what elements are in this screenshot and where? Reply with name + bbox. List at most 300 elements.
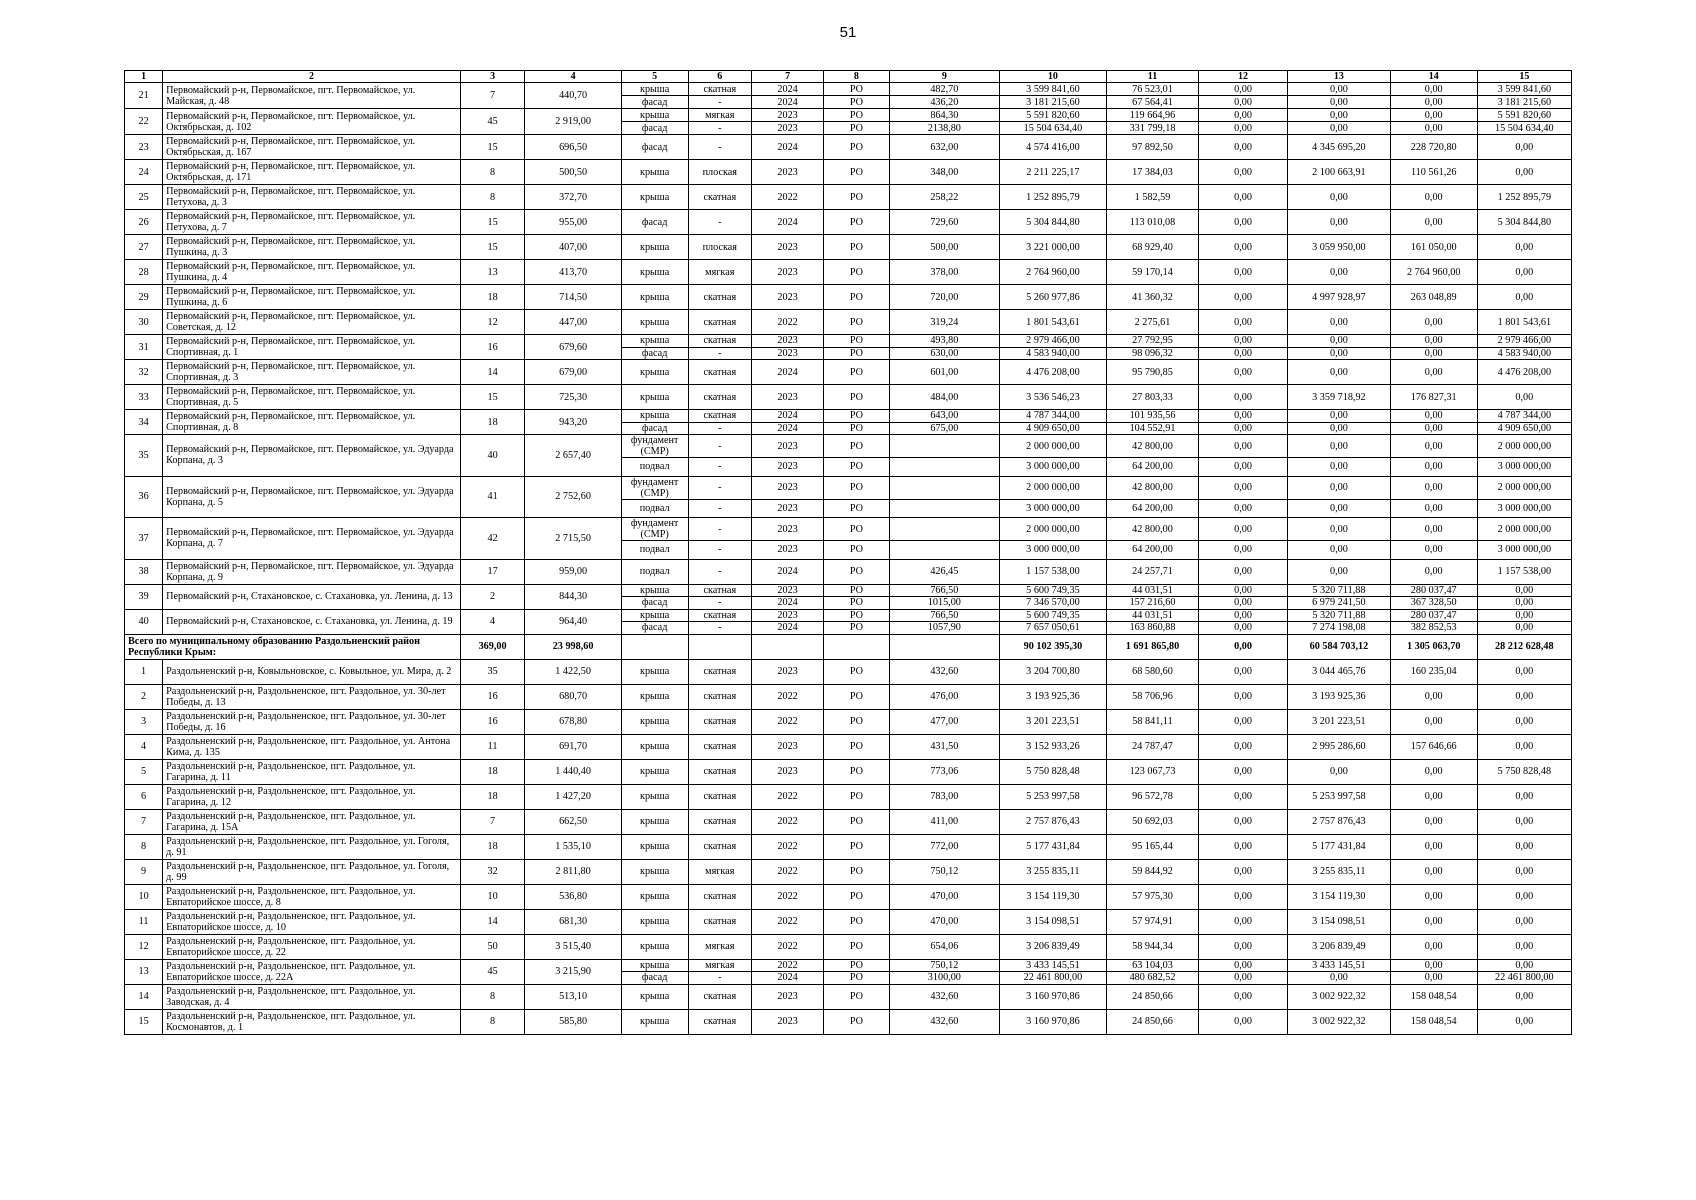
year-cell: 2023	[752, 235, 824, 260]
federal-cell: 0,00	[1199, 884, 1288, 909]
house-area-cell: 407,00	[525, 235, 621, 260]
area-cell: 720,00	[889, 285, 999, 310]
source-cell: РО	[824, 422, 890, 435]
table-row	[125, 135, 1572, 160]
year-cell: 2023	[752, 347, 824, 360]
area-cell: 766,50	[889, 609, 999, 622]
federal-cell: 0,00	[1199, 83, 1288, 96]
republic-cell: 3 201 223,51	[1288, 709, 1391, 734]
column-header: 13	[1288, 71, 1391, 83]
local-cell: 0,00	[1390, 499, 1477, 518]
sk-cost-cell: 157 216,60	[1106, 597, 1198, 610]
type-cell: мягкая	[688, 959, 752, 972]
element-cell: фасад	[621, 96, 688, 109]
type-cell: скатная	[688, 684, 752, 709]
sk-cost-cell: 1 582,59	[1106, 185, 1198, 210]
owners-cell: 28 212 628,48	[1477, 634, 1571, 659]
element-cell: фасад	[621, 347, 688, 360]
row-number: 2	[125, 684, 163, 709]
element-cell: крыша	[621, 834, 688, 859]
sk-cost-cell: 50 692,03	[1106, 809, 1198, 834]
floors-cell: 15	[460, 135, 525, 160]
federal-cell: 0,00	[1199, 972, 1288, 985]
type-cell: скатная	[688, 734, 752, 759]
area-cell: 432,60	[889, 984, 999, 1009]
floors-cell: 13	[460, 260, 525, 285]
sk-cost-cell: 24 850,66	[1106, 1009, 1198, 1034]
republic-cell: 0,00	[1288, 122, 1391, 135]
source-cell: РО	[824, 458, 890, 477]
column-header: 9	[889, 71, 999, 83]
floors-cell: 8	[460, 185, 525, 210]
federal-cell: 0,00	[1199, 499, 1288, 518]
owners-cell: 3 000 000,00	[1477, 499, 1571, 518]
federal-cell: 0,00	[1199, 235, 1288, 260]
year-cell: 2022	[752, 684, 824, 709]
type-cell: скатная	[688, 584, 752, 597]
local-cell: 0,00	[1390, 959, 1477, 972]
area-cell: 766,50	[889, 584, 999, 597]
floors-cell: 14	[460, 909, 525, 934]
table-row	[125, 83, 1572, 96]
republic-cell: 0,00	[1288, 518, 1391, 541]
owners-cell: 0,00	[1477, 859, 1571, 884]
sk-cost-cell: 63 104,03	[1106, 959, 1198, 972]
table-row	[125, 884, 1572, 909]
republic-cell: 0,00	[1288, 541, 1391, 560]
sk-cost-cell: 96 572,78	[1106, 784, 1198, 809]
year-cell: 2024	[752, 422, 824, 435]
republic-cell: 0,00	[1288, 310, 1391, 335]
type-cell: -	[688, 435, 752, 458]
column-number-header	[125, 71, 1572, 83]
source-cell: РО	[824, 109, 890, 122]
area-cell: 643,00	[889, 410, 999, 423]
total-cost-cell: 3 160 970,86	[999, 984, 1106, 1009]
type-cell: скатная	[688, 809, 752, 834]
floors-cell: 40	[460, 435, 525, 477]
area-cell: 470,00	[889, 884, 999, 909]
floors-cell: 12	[460, 310, 525, 335]
sk-cost-cell: 68 929,40	[1106, 235, 1198, 260]
republic-cell: 0,00	[1288, 458, 1391, 477]
total-cost-cell: 5 591 820,60	[999, 109, 1106, 122]
element-cell: фундамент (СМР)	[621, 435, 688, 458]
federal-cell: 0,00	[1199, 734, 1288, 759]
element-cell: крыша	[621, 185, 688, 210]
floors-cell: 16	[460, 709, 525, 734]
area-cell: 783,00	[889, 784, 999, 809]
floors-cell: 369,00	[460, 634, 525, 659]
element-cell: крыша	[621, 310, 688, 335]
type-cell: скатная	[688, 834, 752, 859]
total-cost-cell: 5 253 997,58	[999, 784, 1106, 809]
owners-cell: 1 157 538,00	[1477, 559, 1571, 584]
republic-cell: 4 345 695,20	[1288, 135, 1391, 160]
source-cell: РО	[824, 559, 890, 584]
year-cell: 2023	[752, 476, 824, 499]
source-cell: РО	[824, 410, 890, 423]
federal-cell: 0,00	[1199, 518, 1288, 541]
federal-cell: 0,00	[1199, 422, 1288, 435]
sk-cost-cell: 480 682,52	[1106, 972, 1198, 985]
column-header: 1	[125, 71, 163, 83]
house-area-cell: 679,60	[525, 335, 621, 360]
owners-cell: 0,00	[1477, 385, 1571, 410]
republic-cell: 3 059 950,00	[1288, 235, 1391, 260]
house-area-cell: 413,70	[525, 260, 621, 285]
total-cost-cell: 4 476 208,00	[999, 360, 1106, 385]
total-cost-cell: 3 201 223,51	[999, 709, 1106, 734]
sk-cost-cell: 27 792,95	[1106, 335, 1198, 348]
sk-cost-cell: 97 892,50	[1106, 135, 1198, 160]
federal-cell: 0,00	[1199, 984, 1288, 1009]
total-cost-cell: 3 000 000,00	[999, 541, 1106, 560]
column-header: 6	[688, 71, 752, 83]
local-cell: 0,00	[1390, 360, 1477, 385]
row-number: 5	[125, 759, 163, 784]
type-cell: -	[688, 347, 752, 360]
republic-cell: 0,00	[1288, 499, 1391, 518]
table-row	[125, 684, 1572, 709]
federal-cell: 0,00	[1199, 709, 1288, 734]
federal-cell: 0,00	[1199, 260, 1288, 285]
address-cell: Раздольненский р-н, Раздольненское, пгт. Раздольное, ул. Евпаторийское шоссе, д. 10	[163, 909, 461, 934]
source-cell: РО	[824, 435, 890, 458]
year-cell: 2022	[752, 185, 824, 210]
house-area-cell: 440,70	[525, 83, 621, 109]
address-cell: Первомайский р-н, Первомайское, пгт. Первомайское, ул. Эдуарда Корпана, д. 7	[163, 518, 461, 560]
source-cell: РО	[824, 622, 890, 635]
owners-cell: 0,00	[1477, 909, 1571, 934]
sk-cost-cell: 59 844,92	[1106, 859, 1198, 884]
local-cell: 161 050,00	[1390, 235, 1477, 260]
sk-cost-cell: 101 935,56	[1106, 410, 1198, 423]
house-area-cell: 2 919,00	[525, 109, 621, 135]
address-cell: Первомайский р-н, Первомайское, пгт. Первомайское, ул. Октябрьская, д. 167	[163, 135, 461, 160]
total-cost-cell: 1 252 895,79	[999, 185, 1106, 210]
local-cell: 367 328,50	[1390, 597, 1477, 610]
row-number: 7	[125, 809, 163, 834]
element-cell: крыша	[621, 260, 688, 285]
type-cell: скатная	[688, 884, 752, 909]
type-cell: скатная	[688, 185, 752, 210]
year-cell: 2024	[752, 96, 824, 109]
area-cell: 750,12	[889, 959, 999, 972]
local-cell: 0,00	[1390, 909, 1477, 934]
year-cell: 2024	[752, 360, 824, 385]
total-cost-cell: 22 461 800,00	[999, 972, 1106, 985]
owners-cell: 0,00	[1477, 784, 1571, 809]
area-cell: 632,00	[889, 135, 999, 160]
floors-cell: 8	[460, 984, 525, 1009]
owners-cell: 2 979 466,00	[1477, 335, 1571, 348]
year-cell: 2023	[752, 335, 824, 348]
floors-cell: 35	[460, 659, 525, 684]
area-cell	[889, 476, 999, 499]
year-cell: 2023	[752, 734, 824, 759]
sk-cost-cell: 42 800,00	[1106, 435, 1198, 458]
sk-cost-cell: 95 165,44	[1106, 834, 1198, 859]
total-cost-cell: 2 000 000,00	[999, 435, 1106, 458]
type-cell: скатная	[688, 609, 752, 622]
local-cell: 176 827,31	[1390, 385, 1477, 410]
house-area-cell: 714,50	[525, 285, 621, 310]
type-cell: мягкая	[688, 260, 752, 285]
owners-cell: 0,00	[1477, 834, 1571, 859]
sk-cost-cell: 95 790,85	[1106, 360, 1198, 385]
federal-cell: 0,00	[1199, 784, 1288, 809]
area-cell: 482,70	[889, 83, 999, 96]
house-area-cell: 372,70	[525, 185, 621, 210]
year-cell: 2023	[752, 1009, 824, 1034]
type-cell: -	[688, 122, 752, 135]
row-number: 32	[125, 360, 163, 385]
type-cell: скатная	[688, 984, 752, 1009]
sk-cost-cell: 17 384,03	[1106, 160, 1198, 185]
republic-cell: 60 584 703,12	[1288, 634, 1391, 659]
house-area-cell: 1 535,10	[525, 834, 621, 859]
row-number: 26	[125, 210, 163, 235]
area-cell: 258,22	[889, 185, 999, 210]
federal-cell: 0,00	[1199, 559, 1288, 584]
local-cell: 0,00	[1390, 541, 1477, 560]
source-cell: РО	[824, 1009, 890, 1034]
row-number: 28	[125, 260, 163, 285]
element-cell: крыша	[621, 759, 688, 784]
house-area-cell: 500,50	[525, 160, 621, 185]
floors-cell: 2	[460, 584, 525, 609]
row-number: 1	[125, 659, 163, 684]
sk-cost-cell: 104 552,91	[1106, 422, 1198, 435]
sk-cost-cell: 42 800,00	[1106, 476, 1198, 499]
element-cell: крыша	[621, 909, 688, 934]
floors-cell: 7	[460, 83, 525, 109]
republic-cell: 3 433 145,51	[1288, 959, 1391, 972]
owners-cell: 2 000 000,00	[1477, 518, 1571, 541]
element-cell: крыша	[621, 609, 688, 622]
house-area-cell: 679,00	[525, 360, 621, 385]
floors-cell: 32	[460, 859, 525, 884]
republic-cell: 3 154 098,51	[1288, 909, 1391, 934]
total-cost-cell: 2 757 876,43	[999, 809, 1106, 834]
area-cell: 484,00	[889, 385, 999, 410]
row-number: 4	[125, 734, 163, 759]
total-row	[125, 634, 1572, 659]
table-row	[125, 859, 1572, 884]
type-cell: скатная	[688, 83, 752, 96]
republic-cell: 0,00	[1288, 185, 1391, 210]
row-number: 35	[125, 435, 163, 477]
owners-cell: 0,00	[1477, 884, 1571, 909]
area-cell: 432,60	[889, 659, 999, 684]
year-cell: 2023	[752, 659, 824, 684]
area-cell: 432,60	[889, 1009, 999, 1034]
local-cell: 0,00	[1390, 109, 1477, 122]
table-row	[125, 109, 1572, 122]
area-cell	[889, 541, 999, 560]
element-cell: крыша	[621, 335, 688, 348]
republic-cell: 2 100 663,91	[1288, 160, 1391, 185]
floors-cell: 15	[460, 235, 525, 260]
sk-cost-cell: 68 580,60	[1106, 659, 1198, 684]
year-cell: 2022	[752, 934, 824, 959]
row-number: 37	[125, 518, 163, 560]
source-cell: РО	[824, 734, 890, 759]
local-cell: 382 852,53	[1390, 622, 1477, 635]
federal-cell: 0,00	[1199, 584, 1288, 597]
area-cell: 476,00	[889, 684, 999, 709]
federal-cell: 0,00	[1199, 476, 1288, 499]
sk-cost-cell: 57 974,91	[1106, 909, 1198, 934]
local-cell: 110 561,26	[1390, 160, 1477, 185]
table-row	[125, 310, 1572, 335]
owners-cell: 4 583 940,00	[1477, 347, 1571, 360]
local-cell: 0,00	[1390, 859, 1477, 884]
total-cost-cell: 2 764 960,00	[999, 260, 1106, 285]
floors-cell: 16	[460, 684, 525, 709]
federal-cell: 0,00	[1199, 809, 1288, 834]
type-cell: скатная	[688, 759, 752, 784]
type-cell: скатная	[688, 784, 752, 809]
type-cell: -	[688, 597, 752, 610]
owners-cell: 1 252 895,79	[1477, 185, 1571, 210]
floors-cell: 15	[460, 210, 525, 235]
housing-repair-table	[124, 70, 1572, 1035]
source-cell: РО	[824, 518, 890, 541]
owners-cell: 1 801 543,61	[1477, 310, 1571, 335]
row-number: 14	[125, 984, 163, 1009]
type-cell: плоская	[688, 235, 752, 260]
type-cell: -	[688, 422, 752, 435]
element-cell: фасад	[621, 597, 688, 610]
row-number: 33	[125, 385, 163, 410]
source-cell: РО	[824, 859, 890, 884]
sk-cost-cell: 64 200,00	[1106, 499, 1198, 518]
total-cost-cell: 3 000 000,00	[999, 499, 1106, 518]
row-number: 15	[125, 1009, 163, 1034]
type-cell: -	[688, 135, 752, 160]
table-row	[125, 476, 1572, 499]
type-cell: плоская	[688, 160, 752, 185]
federal-cell: 0,00	[1199, 347, 1288, 360]
table-row	[125, 559, 1572, 584]
year-cell: 2022	[752, 909, 824, 934]
element-cell: подвал	[621, 458, 688, 477]
type-cell: скатная	[688, 1009, 752, 1034]
federal-cell: 0,00	[1199, 909, 1288, 934]
republic-cell: 0,00	[1288, 360, 1391, 385]
type-cell: скатная	[688, 909, 752, 934]
house-area-cell: 691,70	[525, 734, 621, 759]
owners-cell: 0,00	[1477, 934, 1571, 959]
republic-cell: 5 253 997,58	[1288, 784, 1391, 809]
year-cell: 2022	[752, 784, 824, 809]
total-label: Всего по муниципальному образованию Раздольненский район Республики Крым:	[125, 634, 461, 659]
column-header: 3	[460, 71, 525, 83]
house-area-cell: 1 422,50	[525, 659, 621, 684]
area-cell: 431,50	[889, 734, 999, 759]
row-number: 11	[125, 909, 163, 934]
house-area-cell: 943,20	[525, 410, 621, 435]
type-cell: -	[688, 458, 752, 477]
area-cell: 675,00	[889, 422, 999, 435]
local-cell: 0,00	[1390, 458, 1477, 477]
element-cell: крыша	[621, 809, 688, 834]
federal-cell: 0,00	[1199, 310, 1288, 335]
area-cell	[889, 499, 999, 518]
table-row	[125, 1009, 1572, 1034]
year-cell	[752, 634, 824, 659]
type-cell: мягкая	[688, 109, 752, 122]
house-area-cell: 2 657,40	[525, 435, 621, 477]
element-cell: подвал	[621, 559, 688, 584]
area-cell: 319,24	[889, 310, 999, 335]
house-area-cell: 585,80	[525, 1009, 621, 1034]
house-area-cell: 959,00	[525, 559, 621, 584]
source-cell: РО	[824, 959, 890, 972]
total-cost-cell: 15 504 634,40	[999, 122, 1106, 135]
floors-cell: 18	[460, 285, 525, 310]
total-cost-cell: 4 787 344,00	[999, 410, 1106, 423]
table-row	[125, 285, 1572, 310]
area-cell: 411,00	[889, 809, 999, 834]
address-cell: Раздольненский р-н, Раздольненское, пгт. Раздольное, ул. Гоголя, д. 99	[163, 859, 461, 884]
table-row	[125, 784, 1572, 809]
republic-cell: 7 274 198,08	[1288, 622, 1391, 635]
total-cost-cell: 3 536 546,23	[999, 385, 1106, 410]
type-cell: -	[688, 476, 752, 499]
table-row	[125, 609, 1572, 622]
element-cell: крыша	[621, 385, 688, 410]
republic-cell: 0,00	[1288, 435, 1391, 458]
table-row	[125, 385, 1572, 410]
house-area-cell: 696,50	[525, 135, 621, 160]
owners-cell: 2 000 000,00	[1477, 476, 1571, 499]
local-cell: 0,00	[1390, 809, 1477, 834]
republic-cell: 3 002 922,32	[1288, 1009, 1391, 1034]
area-cell: 500,00	[889, 235, 999, 260]
local-cell: 0,00	[1390, 559, 1477, 584]
area-cell	[889, 518, 999, 541]
year-cell: 2023	[752, 541, 824, 560]
total-cost-cell: 3 193 925,36	[999, 684, 1106, 709]
federal-cell: 0,00	[1199, 634, 1288, 659]
federal-cell: 0,00	[1199, 109, 1288, 122]
table-row	[125, 984, 1572, 1009]
element-cell: крыша	[621, 160, 688, 185]
type-cell: -	[688, 559, 752, 584]
address-cell: Первомайский р-н, Стахановское, с. Стахановка, ул. Ленина, д. 13	[163, 584, 461, 609]
address-cell: Раздольненский р-н, Раздольненское, пгт. Раздольное, ул. 30-лет Победы, д. 16	[163, 709, 461, 734]
total-cost-cell: 5 260 977,86	[999, 285, 1106, 310]
local-cell: 0,00	[1390, 96, 1477, 109]
republic-cell: 0,00	[1288, 347, 1391, 360]
element-cell: крыша	[621, 360, 688, 385]
element-cell: фасад	[621, 972, 688, 985]
total-cost-cell: 3 206 839,49	[999, 934, 1106, 959]
type-cell: -	[688, 541, 752, 560]
year-cell: 2022	[752, 709, 824, 734]
area-cell: 426,45	[889, 559, 999, 584]
sk-cost-cell: 67 564,41	[1106, 96, 1198, 109]
republic-cell: 3 359 718,92	[1288, 385, 1391, 410]
local-cell: 280 037,47	[1390, 584, 1477, 597]
year-cell: 2023	[752, 759, 824, 784]
total-cost-cell: 3 160 970,86	[999, 1009, 1106, 1034]
floors-cell: 8	[460, 1009, 525, 1034]
table-row	[125, 909, 1572, 934]
